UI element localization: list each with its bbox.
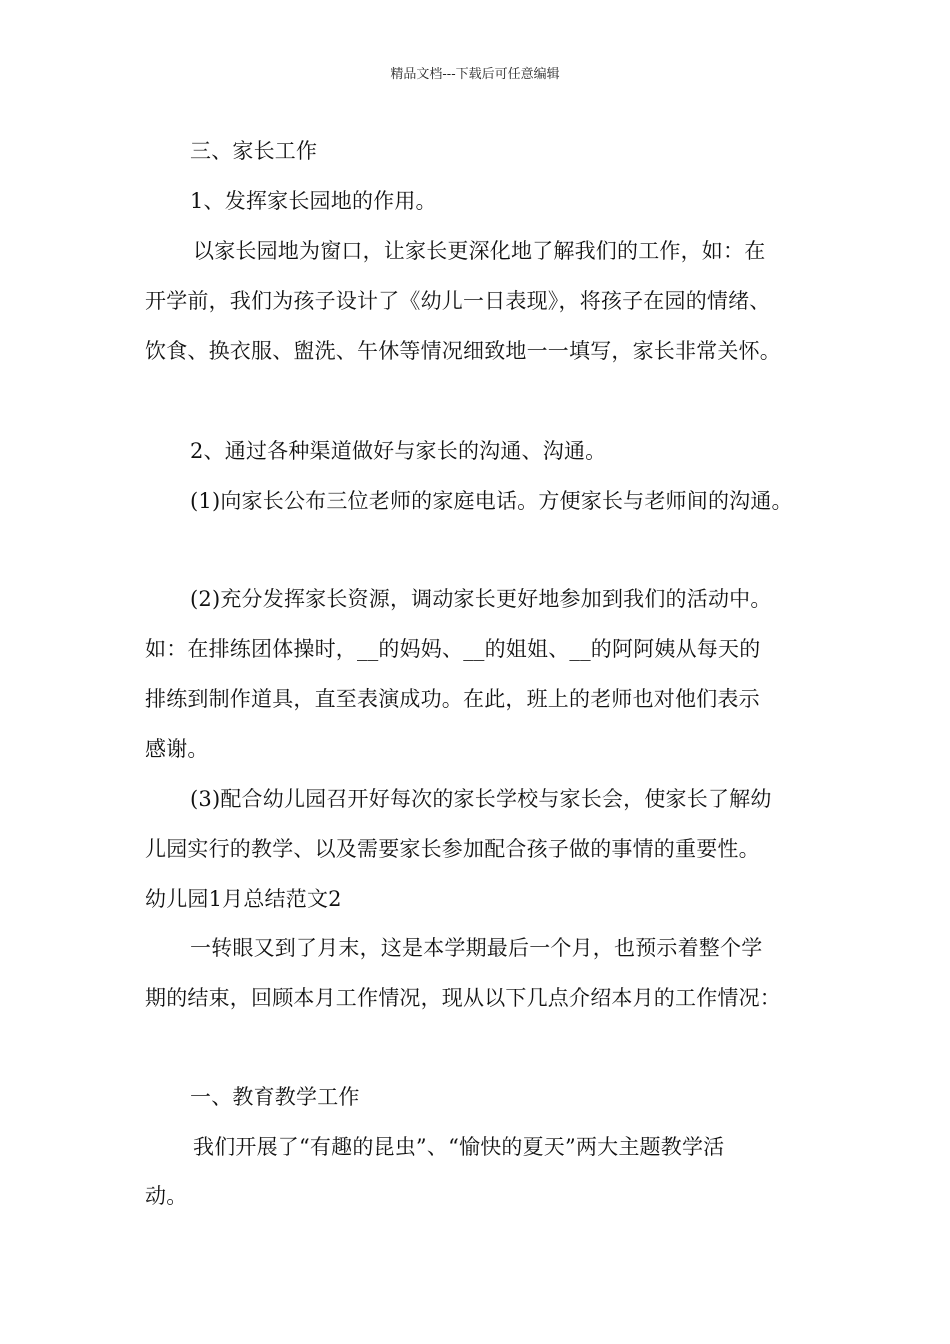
paragraph-line: 以家长园地为窗口，让家长更深化地了解我们的工作，如：在	[193, 239, 766, 263]
paragraph-line: (1)向家长公布三位老师的家庭电话。方便家长与老师间的沟通。	[190, 489, 793, 513]
paragraph-line: 排练到制作道具，直至表演成功。在此，班上的老师也对他们表示	[145, 687, 760, 711]
page-header: 精品文档---下载后可任意编辑	[390, 67, 560, 82]
document-title: 幼儿园1月总结范文2	[145, 887, 342, 911]
paragraph-line: 动。	[145, 1184, 188, 1208]
paragraph-line: 一转眼又到了月末，这是本学期最后一个月，也预示着整个学	[190, 936, 763, 960]
section-heading-parent-work: 三、家长工作	[190, 139, 318, 163]
paragraph-line: (3)配合幼儿园召开好每次的家长学校与家长会，使家长了解幼	[190, 787, 772, 811]
paragraph-line: 开学前，我们为孩子设计了《幼儿一日表现》，将孩子在园的情绪、	[145, 289, 771, 313]
paragraph-line: 饮食、换衣服、盥洗、午休等情况细致地一一填写，家长非常关怀。	[145, 339, 781, 363]
paragraph-line: 我们开展了“有趣的昆虫”、“愉快的夏天”两大主题教学活	[193, 1135, 725, 1159]
paragraph-line: 如：在排练团体操时，__的妈妈、__的姐姐、__的阿阿姨从每天的	[145, 637, 761, 661]
item-heading-2: 2、通过各种渠道做好与家长的沟通、沟通。	[190, 439, 607, 463]
paragraph-line: 儿园实行的教学、以及需要家长参加配合孩子做的事情的重要性。	[145, 837, 760, 861]
paragraph-line: 感谢。	[145, 737, 209, 761]
item-heading-1: 1、发挥家长园地的作用。	[190, 189, 437, 213]
section-heading-teaching-work: 一、教育教学工作	[190, 1085, 360, 1109]
paragraph-line: 期的结束，回顾本月工作情况，现从以下几点介绍本月的工作情况：	[145, 986, 781, 1010]
paragraph-line: (2)充分发挥家长资源，调动家长更好地参加到我们的活动中。	[190, 587, 772, 611]
